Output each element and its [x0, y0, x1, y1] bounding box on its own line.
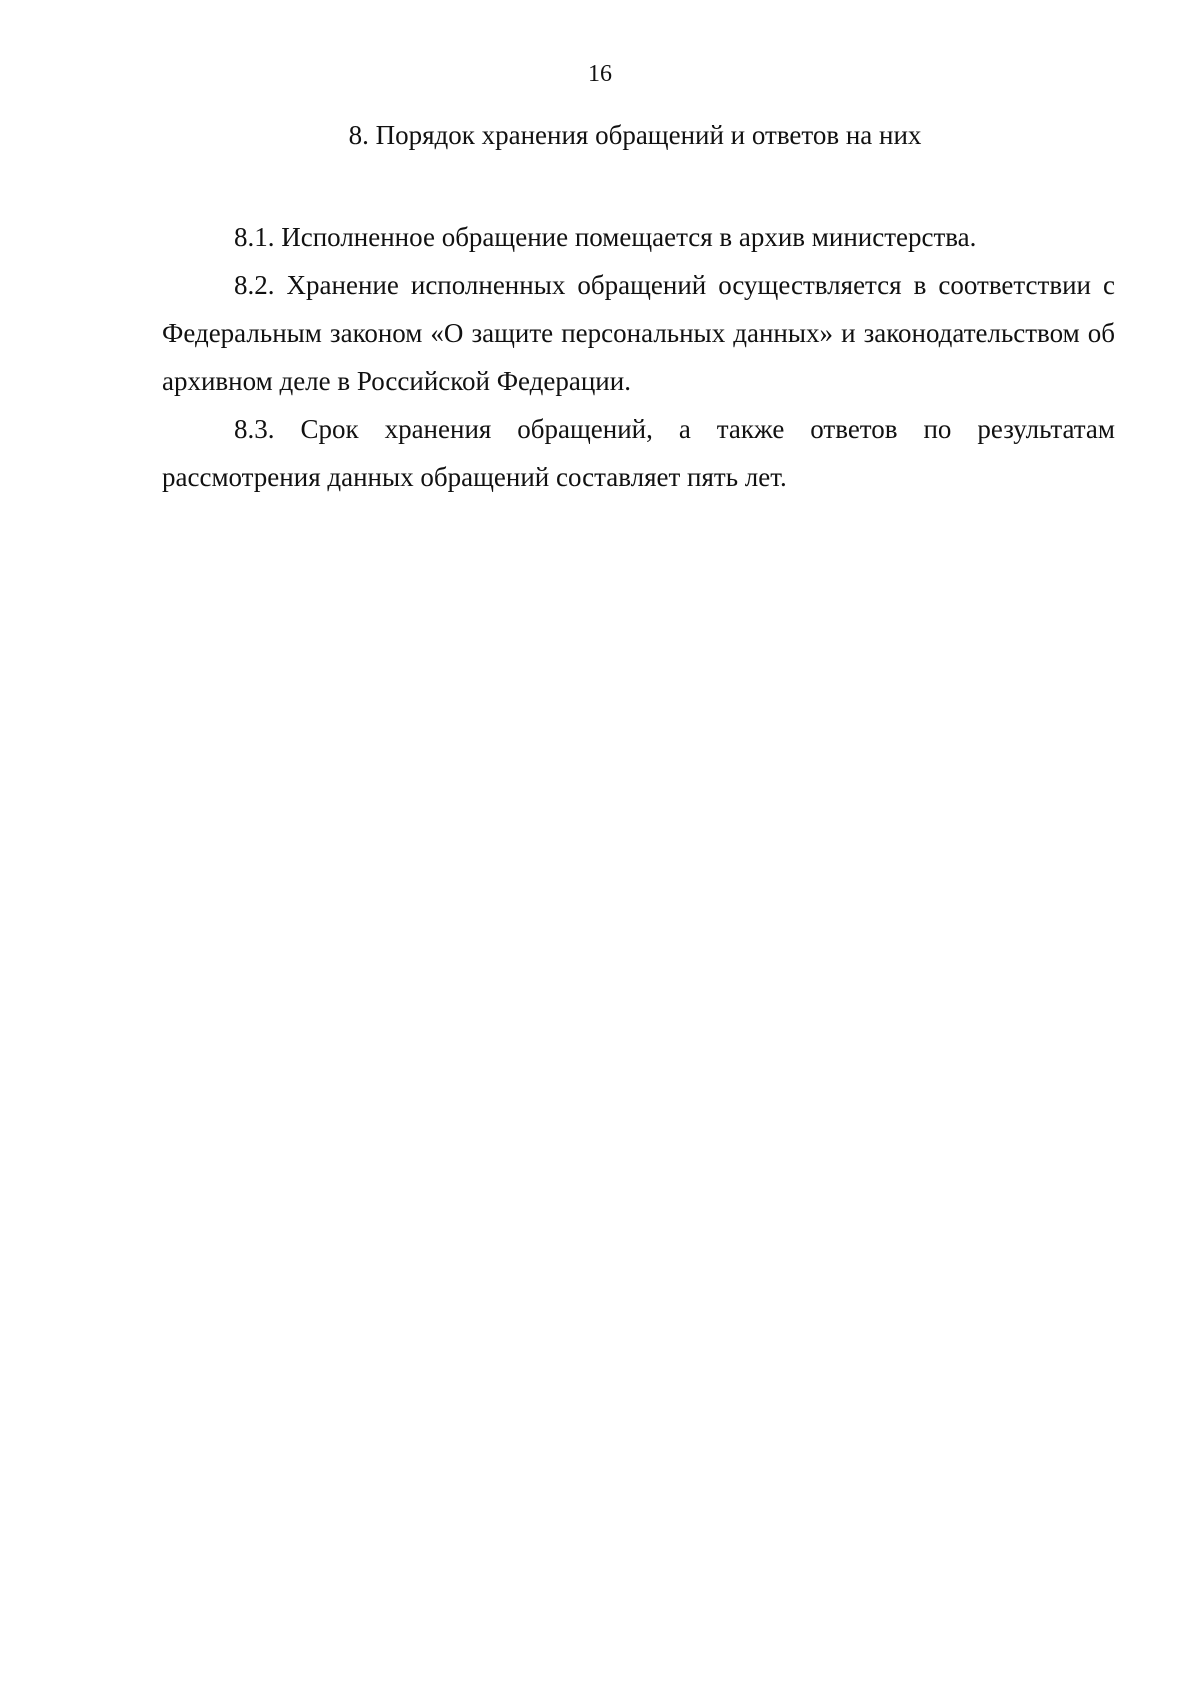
paragraph-8-2: 8.2. Хранение исполненных обращений осуществляется в соответствии с Федеральным законом «О защите персональных данных» и законодательством об архивном деле в Российской Федерации.: [162, 270, 1115, 396]
section-title: 8. Порядок хранения обращений и ответов на них: [348, 120, 922, 150]
paragraph-8-1: 8.1. Исполненное обращение помещается в архив министерства.: [234, 222, 977, 252]
paragraph-8-3: 8.3. Срок хранения обращений, а также ответов по результатам рассмотрения данных обращений составляет пять лет.: [162, 414, 1115, 492]
page-number: 16: [588, 61, 612, 87]
section-body: [162, 213, 1115, 501]
